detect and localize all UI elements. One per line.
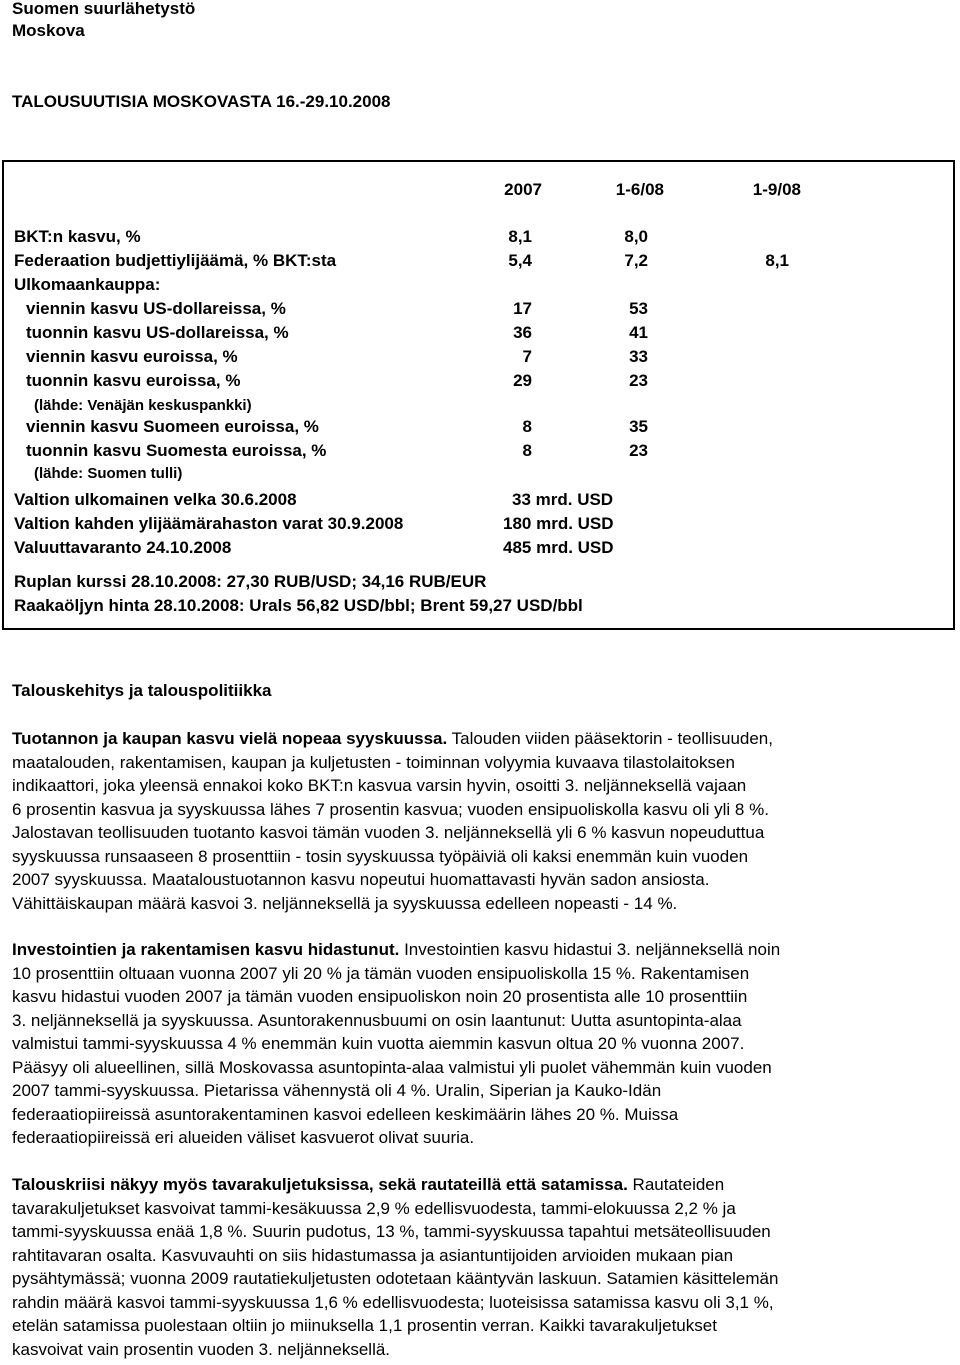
row-label: (lähde: Suomen tulli) [34, 465, 183, 482]
ruble-rate: Ruplan kurssi 28.10.2008: 27,30 RUB/USD; 34,16 RUB/EUR [14, 572, 487, 591]
row-value-c1: 8,1 [508, 227, 532, 246]
paragraph-line: federaatiopiireissä eri alueiden väliset kasvuerot olivat suuria. [12, 1128, 475, 1147]
row-value-c2: 23 [629, 441, 648, 460]
row-value-c1: 36 [513, 323, 532, 342]
row-value-c1: 5,4 [508, 251, 532, 270]
paragraph-line: 10 prosenttiin oltuaan vuonna 2007 yli 20 % ja tämän vuoden ensipuoliskolla 15 %. Rakentamisen [12, 963, 750, 983]
debt-value-1: 33 mrd. USD [512, 490, 614, 509]
row-label: viennin kasvu Suomeen euroissa, % [26, 417, 319, 436]
paragraph-line: 2007 syyskuussa. Maataloustuotannon kasvu nopeutui huomattavasti hyvän sadon ansiosta. [12, 870, 710, 889]
paragraph-line: Rautateiden [627, 1175, 725, 1194]
paragraph-line: tammi-syyskuussa enää 1,8 %. Suurin pudotus, 13 %, tammi-syyskuussa tapahtui metsäteollisuuden [12, 1222, 771, 1241]
debt-value-3: 485 mrd. USD [503, 538, 614, 557]
paragraph-line: indikaattori, joka yleensä ennakoi koko BKT:n kasvua varsin hyvin, osoitti 3. neljänneksellä vajaan [12, 776, 747, 795]
row-label: Federaation budjettiylijäämä, % BKT:sta [14, 251, 337, 270]
paragraph-line: 2007 tammi-syyskuussa. Pietarissa vähennystä oli 4 %. Uralin, Siperian ja Kauko-Idän [12, 1081, 662, 1100]
paragraph-line: syyskuussa runsaaseen 8 prosenttiin - tosin syyskuussa työpäiviä oli kaksi enemmän kuin vuoden [12, 846, 749, 866]
debt-label-3: Valuuttavaranto 24.10.2008 [14, 538, 232, 557]
paragraph-heading: Talouskriisi näkyy myös tavarakuljetuksissa, sekä rautateillä että satamissa. [12, 1175, 628, 1194]
row-value-c2: 53 [629, 299, 648, 318]
paragraph-line: valmistui tammi-syyskuussa 4 % enemmän kuin vuotta aiemmin kasvun oltua 20 % vuonna 2007. [12, 1034, 745, 1053]
row-label: (lähde: Venäjän keskuspankki) [34, 397, 252, 414]
row-label: BKT:n kasvu, % [14, 227, 141, 246]
paragraph-transport [12, 1173, 944, 1361]
debt-label-1: Valtion ulkomainen velka 30.6.2008 [14, 490, 297, 509]
key-figures-box [2, 160, 955, 630]
paragraph-line: Talouden viiden pääsektorin - teollisuuden, [447, 729, 773, 748]
paragraph-line: kasvu hidastui vuoden 2007 ja tämän vuoden ensipuoliskon noin 20 prosentista alle 10 prosenttiin [12, 987, 748, 1006]
paragraph-production [12, 727, 944, 915]
paragraph-line: federaatiopiireissä asuntorakentaminen kasvoi edelleen keskimäärin lähes 20 %. Muissa [12, 1104, 679, 1124]
paragraph-heading: Tuotannon ja kaupan kasvu vielä nopeaa syyskuussa. [12, 729, 448, 748]
paragraph-line: rahdin määrä kasvoi tammi-syyskuussa 1,6 % edellisvuodesta; luoteisissa satamissa kasvu oli 3,1 %, [12, 1292, 774, 1312]
row-label: viennin kasvu euroissa, % [26, 347, 238, 366]
row-value-c1: 8 [522, 417, 532, 436]
column-header-q3-08: 1-9/08 [752, 180, 801, 199]
row-value-c2: 35 [629, 417, 648, 436]
row-label: tuonnin kasvu Suomesta euroissa, % [26, 441, 327, 460]
paragraph-line: Jalostavan teollisuuden tuotanto kasvoi tämän vuoden 3. neljänneksellä yli 6 % kasvun nopeuduttua [12, 823, 765, 842]
column-header-h1-08: 1-6/08 [615, 180, 664, 199]
paragraph-line: 6 prosentin kasvua ja syyskuussa lähes 7 prosentin kasvua; vuoden ensipuoliskolla kasvu oli yli 8 %. [12, 799, 769, 819]
embassy-name: Suomen suurlähetystö [12, 0, 196, 18]
debt-value-2: 180 mrd. USD [503, 514, 614, 533]
document-title: TALOUSUUTISIA MOSKOVASTA 16.-29.10.2008 [12, 92, 391, 111]
embassy-city: Moskova [12, 21, 85, 40]
paragraph-line: etelän satamissa puolestaan oltiin jo miinuksella 1,1 prosentin verran. Kaikki tavarakuljetukset [12, 1316, 717, 1335]
paragraph-line: 3. neljänneksellä ja syyskuussa. Asuntorakennusbuumi on osin laantunut: Uutta asuntopinta-alaa [12, 1010, 742, 1030]
paragraph-line: kasvoivat vain prosentin vuoden 3. neljänneksellä. [12, 1339, 391, 1359]
paragraph-line: Vähittäiskaupan määrä kasvoi 3. neljänneksellä ja syyskuussa edelleen nopeasti - 14 %. [12, 893, 678, 913]
row-value-c1: 7 [522, 347, 532, 366]
paragraph-line: tavarakuljetukset kasvoivat tammi-kesäkuussa 2,9 % edellisvuodesta, tammi-elokuussa 2,2 % ja [12, 1198, 736, 1218]
row-value-c2: 33 [629, 347, 648, 366]
section-heading: Talouskehitys ja talouspolitiikka [12, 681, 272, 700]
row-label: Ulkomaankauppa: [14, 275, 161, 294]
paragraph-line: Investointien kasvu hidastui 3. neljänneksellä noin [399, 940, 781, 959]
row-value-c1: 8 [522, 441, 532, 460]
paragraph-investment [12, 938, 944, 1150]
row-value-c2: 41 [629, 323, 648, 342]
debt-label-2: Valtion kahden ylijäämärahaston varat 30.9.2008 [14, 514, 404, 533]
row-label: tuonnin kasvu US-dollareissa, % [26, 323, 289, 342]
paragraph-line: maatalouden, rakentamisen, kaupan ja kuljetusten - toiminnan volyymia kuvaava tilastolaitoksen [12, 752, 735, 772]
paragraph-line: Pääsyy oli alueellinen, sillä Moskovassa asuntopinta-alaa valmistui yli puolet vähemmän kuin vuoden [12, 1057, 772, 1077]
row-value-c2: 23 [629, 371, 648, 390]
row-value-c1: 29 [513, 371, 532, 390]
row-value-c2: 8,0 [624, 227, 648, 246]
row-value-c3: 8,1 [765, 251, 789, 270]
row-value-c2: 7,2 [624, 251, 648, 270]
paragraph-line: pysähtymässä; vuonna 2009 rautatiekuljetusten odotetaan kääntyvän laskuun. Satamien käsittelemän [12, 1269, 779, 1288]
row-label: viennin kasvu US-dollareissa, % [26, 299, 286, 318]
row-label: tuonnin kasvu euroissa, % [26, 371, 241, 390]
paragraph-heading: Investointien ja rakentamisen kasvu hidastunut. [12, 940, 400, 959]
row-value-c1: 17 [513, 299, 532, 318]
column-header-2007: 2007 [504, 180, 542, 199]
paragraph-line: rahtitavaran osalta. Kasvuvauhti on siis hidastumassa ja asiantuntijoiden arvioiden mukaan pian [12, 1245, 734, 1265]
oil-price: Raakaöljyn hinta 28.10.2008: Urals 56,82 USD/bbl; Brent 59,27 USD/bbl [14, 596, 583, 615]
